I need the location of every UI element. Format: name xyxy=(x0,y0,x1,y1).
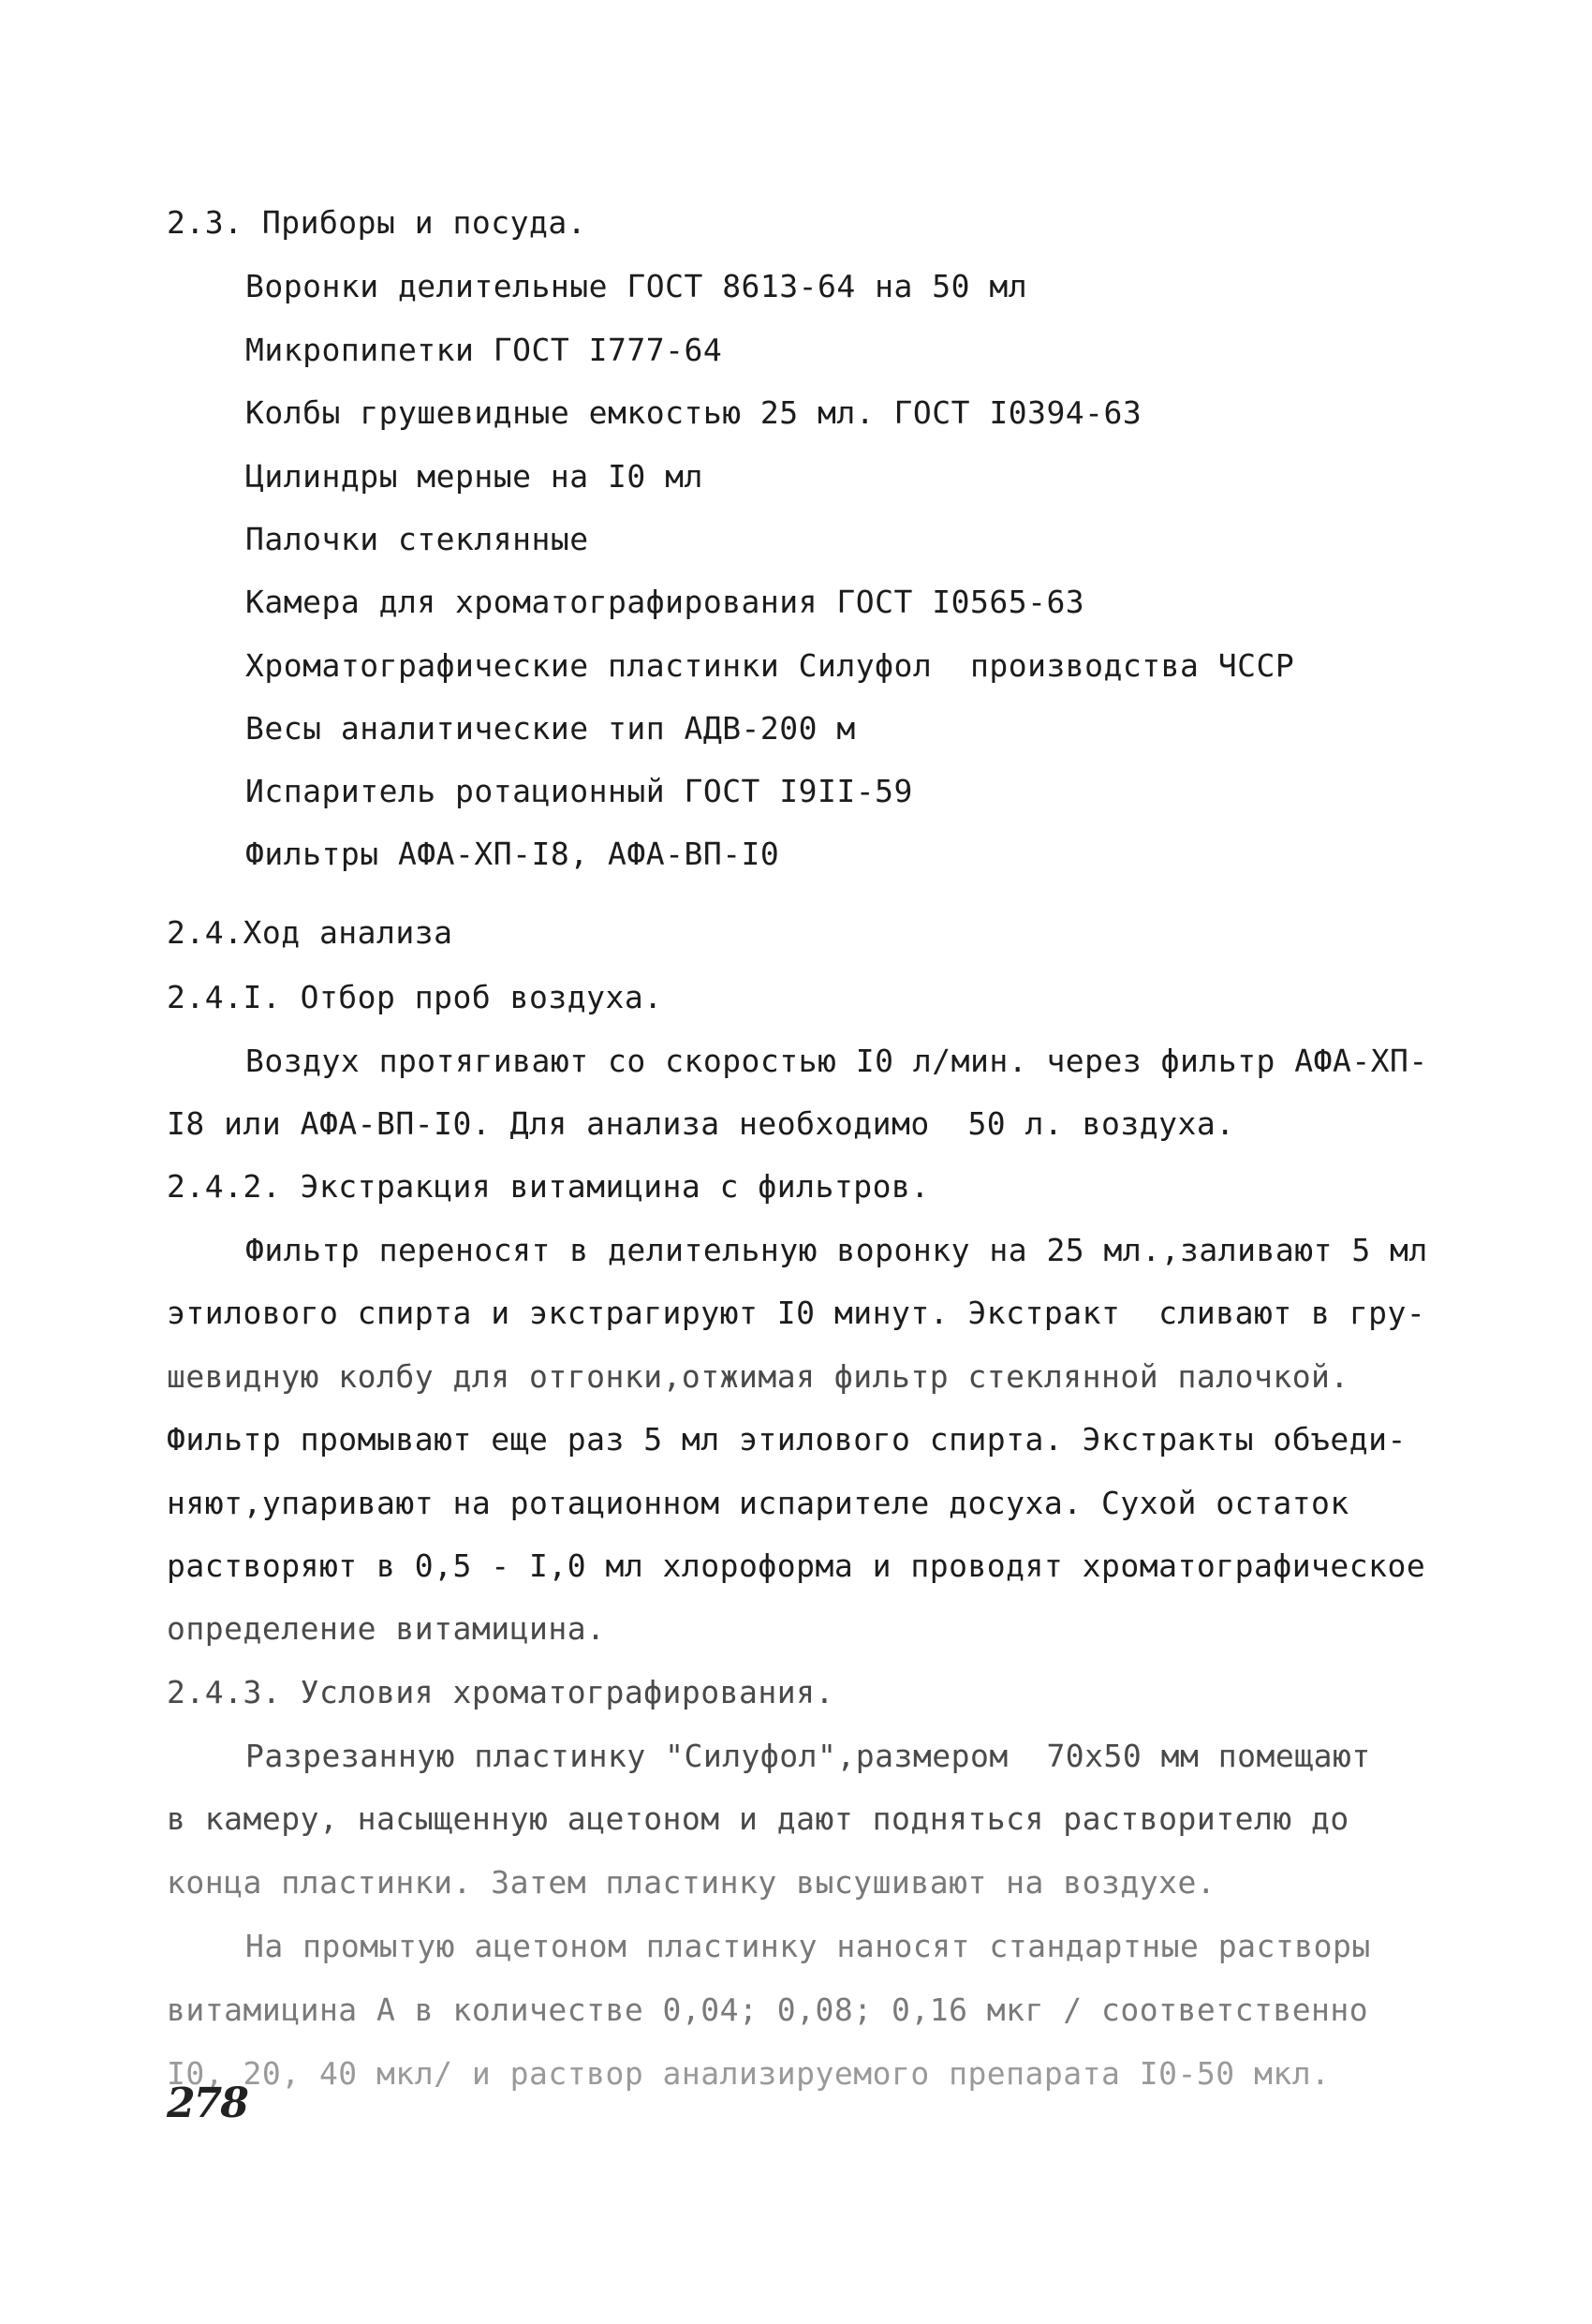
equipment-item: Воронки делительные ГОСТ 8613-64 на 50 мл xyxy=(245,268,1028,304)
subsection-heading-2-4-3: 2.4.3. Условия хроматографирования. xyxy=(167,1674,834,1710)
paragraph-line: определение витамицина. xyxy=(167,1610,606,1647)
paragraph-line: На промытую ацетоном пластинку наносят стандартные растворы xyxy=(245,1928,1371,1964)
paragraph-line: Разрезанную пластинку "Силуфол",размером 70х50 мм помещают xyxy=(245,1738,1371,1774)
paragraph-line: Воздух протягивают со скоростью I0 л/мин. через фильтр АФА-ХП- xyxy=(245,1043,1428,1079)
subsection-heading-2-4-1: 2.4.I. Отбор проб воздуха. xyxy=(167,979,663,1015)
paragraph-line: I0, 20, 40 мкл/ и раствор анализируемого препарата I0-50 мкл. xyxy=(167,2055,1331,2092)
paragraph-line: няют,упаривают на ротационном испарителе досуха. Сухой остаток xyxy=(167,1485,1349,1521)
equipment-item: Весы аналитические тип АДВ-200 м xyxy=(245,710,856,747)
equipment-item: Хроматографические пластинки Силуфол производства ЧССР xyxy=(245,647,1295,684)
equipment-item: Колбы грушевидные емкостью 25 мл. ГОСТ I0394-63 xyxy=(245,394,1142,431)
equipment-item: Фильтры АФА-ХП-I8, АФА-ВП-I0 xyxy=(245,836,780,872)
section-heading-2-4: 2.4.Ход анализа xyxy=(167,914,453,951)
paragraph-line: шевидную колбу для отгонки,отжимая фильтр стеклянной палочкой. xyxy=(167,1358,1349,1395)
equipment-item: Цилиндры мерные на I0 мл xyxy=(245,458,703,495)
paragraph-line: этилового спирта и экстрагируют I0 минут. Экстракт сливают в гру- xyxy=(167,1295,1426,1331)
paragraph-line: Фильтр промывают еще раз 5 мл этилового спирта. Экстракты объеди- xyxy=(167,1421,1407,1458)
paragraph-line: I8 или АФА-ВП-I0. Для анализа необходимо 50 л. воздуха. xyxy=(167,1105,1235,1142)
handwritten-page-number: 278 xyxy=(167,2080,247,2127)
equipment-item: Испаритель ротационный ГОСТ I9II-59 xyxy=(245,773,913,809)
paragraph-line: растворяют в 0,5 - I,0 мл хлороформа и проводят хроматографическое xyxy=(167,1547,1426,1584)
paragraph-line: в камеру, насыщенную ацетоном и дают подняться растворителю до xyxy=(167,1800,1349,1837)
section-heading-2-3: 2.3. Приборы и посуда. xyxy=(167,204,587,241)
paragraph-line: витамицина А в количестве 0,04; 0,08; 0,16 мкг / соответственно xyxy=(167,1991,1369,2028)
equipment-item: Камера для хроматографирования ГОСТ I0565-63 xyxy=(245,584,1085,620)
paragraph-line: Фильтр переносят в делительную воронку на 25 мл.,заливают 5 мл xyxy=(245,1232,1428,1268)
equipment-item: Микропипетки ГОСТ I777-64 xyxy=(245,332,723,368)
equipment-item: Палочки стеклянные xyxy=(245,521,589,557)
subsection-heading-2-4-2: 2.4.2. Экстракция витамицина с фильтров. xyxy=(167,1168,930,1205)
paragraph-line: конца пластинки. Затем пластинку высушивают на воздухе. xyxy=(167,1864,1216,1901)
